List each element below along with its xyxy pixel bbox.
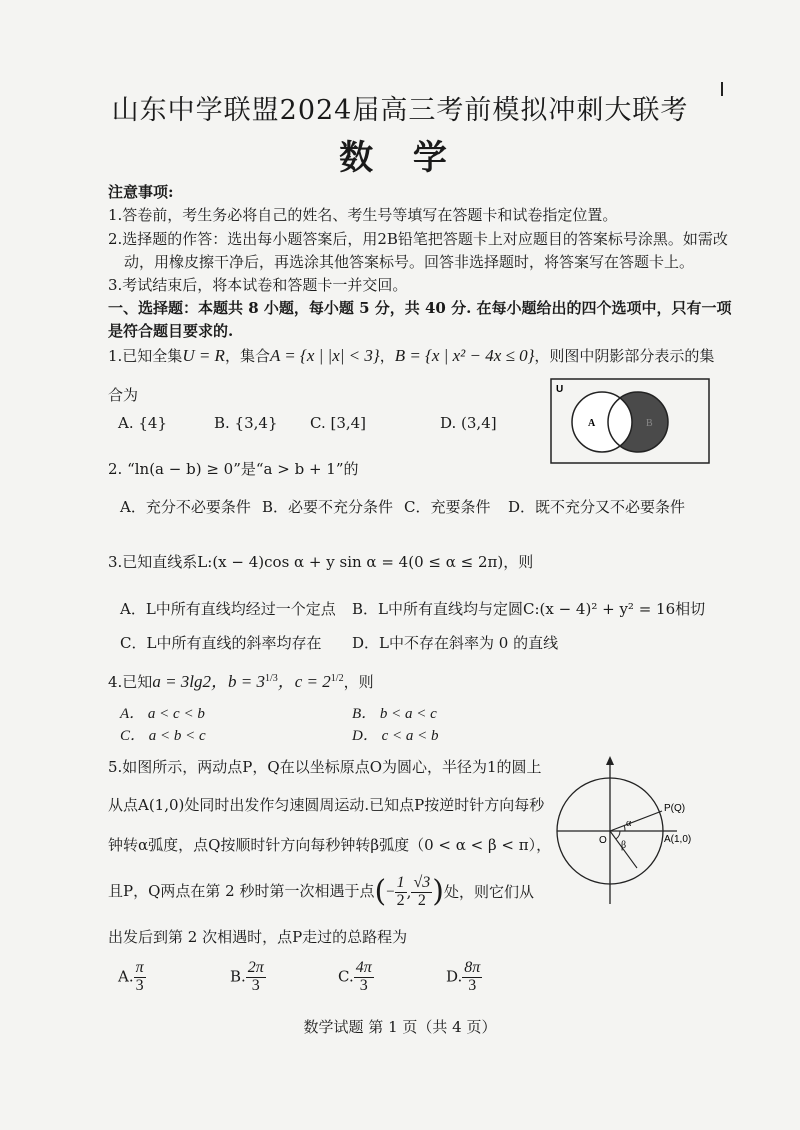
q3-option-c: C．L中所有直线的斜率均存在 — [120, 634, 322, 652]
q3-option-d: D．L中不存在斜率为 0 的直线 — [352, 634, 559, 652]
q5-line-4b: 处，则它们从 — [443, 883, 534, 901]
notice-heading: 注意事项: — [108, 183, 174, 201]
q4-option-a: A． a < c < b — [120, 706, 205, 722]
q4-exp-b: 1/3 — [264, 673, 278, 684]
q5-option-b-frac — [246, 960, 266, 995]
q5-option-a-den: 3 — [135, 976, 144, 994]
q5-option-a-frac — [134, 960, 146, 995]
q4-stem-a: 4.已知 — [108, 673, 153, 691]
q5-line-4 — [108, 874, 534, 910]
q5-line-2: 从点A(1,0)处同时出发作匀速圆周运动.已知点P按逆时针方向每秒 — [108, 796, 545, 814]
page-footer: 数学试题 第 1 页（共 4 页） — [303, 1018, 497, 1036]
q5-option-b-label: B. — [230, 967, 246, 986]
alpha-arc — [624, 825, 625, 831]
q5-option-a-num: π — [135, 959, 144, 976]
q5-point-x — [395, 875, 407, 910]
venn-diagram — [550, 378, 710, 464]
q5-paren-right: ) — [432, 874, 444, 909]
q5-option-d — [446, 960, 482, 995]
label-a: A(1,0) — [664, 834, 692, 845]
unit-circle-figure — [555, 756, 705, 906]
q1-set-a: A = {x | |x| < 3} — [269, 346, 380, 365]
q4-exp-c: 1/2 — [330, 673, 344, 684]
notice-item-1: 1.答卷前，考生务必将自己的姓名、考生号等填写在答题卡和试卷指定位置。 — [108, 206, 618, 224]
q5-point-x-num: 1 — [396, 873, 405, 891]
q1-stem-u: U = R — [182, 346, 225, 365]
notice-item-3: 3.考试结束后，将本试卷和答题卡一并交回。 — [108, 276, 408, 294]
subject-title: 数 学 — [339, 138, 461, 178]
q1-stem-g: ，则图中阴影部分表示的集 — [534, 347, 715, 365]
q4-option-c: C． a < b < c — [120, 728, 206, 744]
venn-label-a: A — [588, 418, 596, 429]
q2-option-b: B．必要不充分条件 — [262, 498, 394, 516]
q5-option-c-frac — [354, 960, 374, 995]
q3-option-a: A．L中所有直线均经过一个定点 — [120, 600, 336, 618]
q5-option-c — [338, 960, 374, 995]
q4-option-d: D． c < a < b — [352, 728, 439, 744]
y-axis-arrow — [606, 756, 614, 765]
q5-point-y-den: 2 — [417, 891, 426, 909]
notice-item-2b: 动，用橡皮擦干净后，再选涂其他答案标号。回答非选择题时，将答案写在答题卡上。 — [124, 253, 695, 271]
q2-option-d: D．既不充分又不必要条件 — [508, 498, 686, 516]
label-o: O — [599, 835, 607, 846]
q5-line-4a: 且P，Q两点在第 2 秒时第一次相遇于点 — [108, 882, 375, 900]
label-beta: β — [621, 840, 627, 851]
q5-paren-left: ( — [374, 874, 387, 909]
q5-option-d-num: 8π — [464, 959, 481, 976]
exam-title: 山东中学联盟2024届高三考前模拟冲刺大联考 — [111, 95, 689, 126]
q5-option-c-label: C. — [338, 967, 354, 986]
q5-minus: − — [386, 884, 395, 900]
q5-point-x-den: 2 — [396, 891, 405, 909]
q4-def-ab: a = 3lg2，b = 3 — [152, 672, 265, 691]
q5-point-y-num: √3 — [413, 873, 431, 891]
q5-option-b — [230, 960, 266, 995]
q2-option-c: C．充要条件 — [404, 498, 491, 516]
q3-option-b: B．L中所有直线均与定圆C:(x − 4)² + y² = 16相切 — [352, 600, 706, 618]
q1-stem-a: 1.已知全集 — [108, 347, 183, 365]
section1-line2: 是符合题目要求的. — [108, 322, 234, 340]
q5-line-1: 5.如图所示，两动点P，Q在以坐标原点O为圆心，半径为1的圆上 — [108, 758, 542, 776]
q3-stem: 3.已知直线系L:(x − 4)cos α + y sin α = 4(0 ≤ α ≤ 2π)，则 — [108, 553, 534, 571]
q1-stem-c: ，集合 — [224, 347, 270, 365]
q4-def-c: ，c = 2 — [277, 672, 331, 691]
label-pq: P(Q) — [664, 803, 686, 814]
q5-line-3: 钟转α弧度，点Q按顺时针方向每秒钟转β弧度（0 < α < β < π）， — [108, 836, 552, 854]
label-alpha: α — [626, 818, 632, 829]
q5-option-c-num: 4π — [355, 959, 372, 976]
q5-option-d-frac — [462, 960, 482, 995]
q5-option-c-den: 3 — [359, 976, 368, 994]
section1-line1: 一、选择题：本题共 8 小题，每小题 5 分，共 40 分. 在每小题给出的四个选项中，只有一项 — [108, 299, 732, 317]
q1-stem-2: 合为 — [108, 386, 139, 404]
q1-option-c: C. [3,4] — [310, 414, 367, 432]
q5-option-a-label: A. — [118, 967, 134, 986]
q5-point-y — [411, 875, 432, 910]
venn-label-b: B — [646, 418, 653, 429]
q4-option-b: B． b < a < c — [352, 706, 437, 722]
q5-option-d-den: 3 — [468, 976, 477, 994]
q1-stem — [108, 346, 714, 366]
q4-stem — [108, 672, 374, 692]
q5-option-b-den: 3 — [251, 976, 260, 994]
q4-stem-d: ，则 — [343, 673, 374, 691]
q2-stem: 2. “ln(a − b) ≥ 0”是“a > b + 1”的 — [108, 460, 359, 478]
q5-comma: , — [406, 883, 412, 901]
q5-line-5: 出发后到第 2 次相遇时，点P走过的总路程为 — [108, 928, 408, 946]
venn-label-u: U — [556, 384, 564, 395]
ray-op — [610, 811, 662, 831]
q1-option-a: A. {4} — [118, 414, 167, 432]
q1-option-d: D. (3,4] — [440, 414, 497, 432]
q5-option-b-num: 2π — [247, 959, 264, 976]
q5-option-d-label: D. — [446, 967, 463, 986]
beta-arc — [616, 831, 620, 839]
q1-stem-e: ， — [379, 347, 395, 365]
q1-set-b: B = {x | x² − 4x ≤ 0} — [394, 346, 535, 365]
q2-option-a: A．充分不必要条件 — [120, 498, 251, 516]
venn-set-a — [572, 392, 632, 452]
q1-option-b: B. {3,4} — [214, 414, 278, 432]
q5-option-a — [118, 960, 146, 995]
notice-item-2a: 2.选择题的作答：选出每小题答案后，用2B铅笔把答题卡上对应题目的答案标号涂黑。如需改 — [108, 230, 728, 248]
